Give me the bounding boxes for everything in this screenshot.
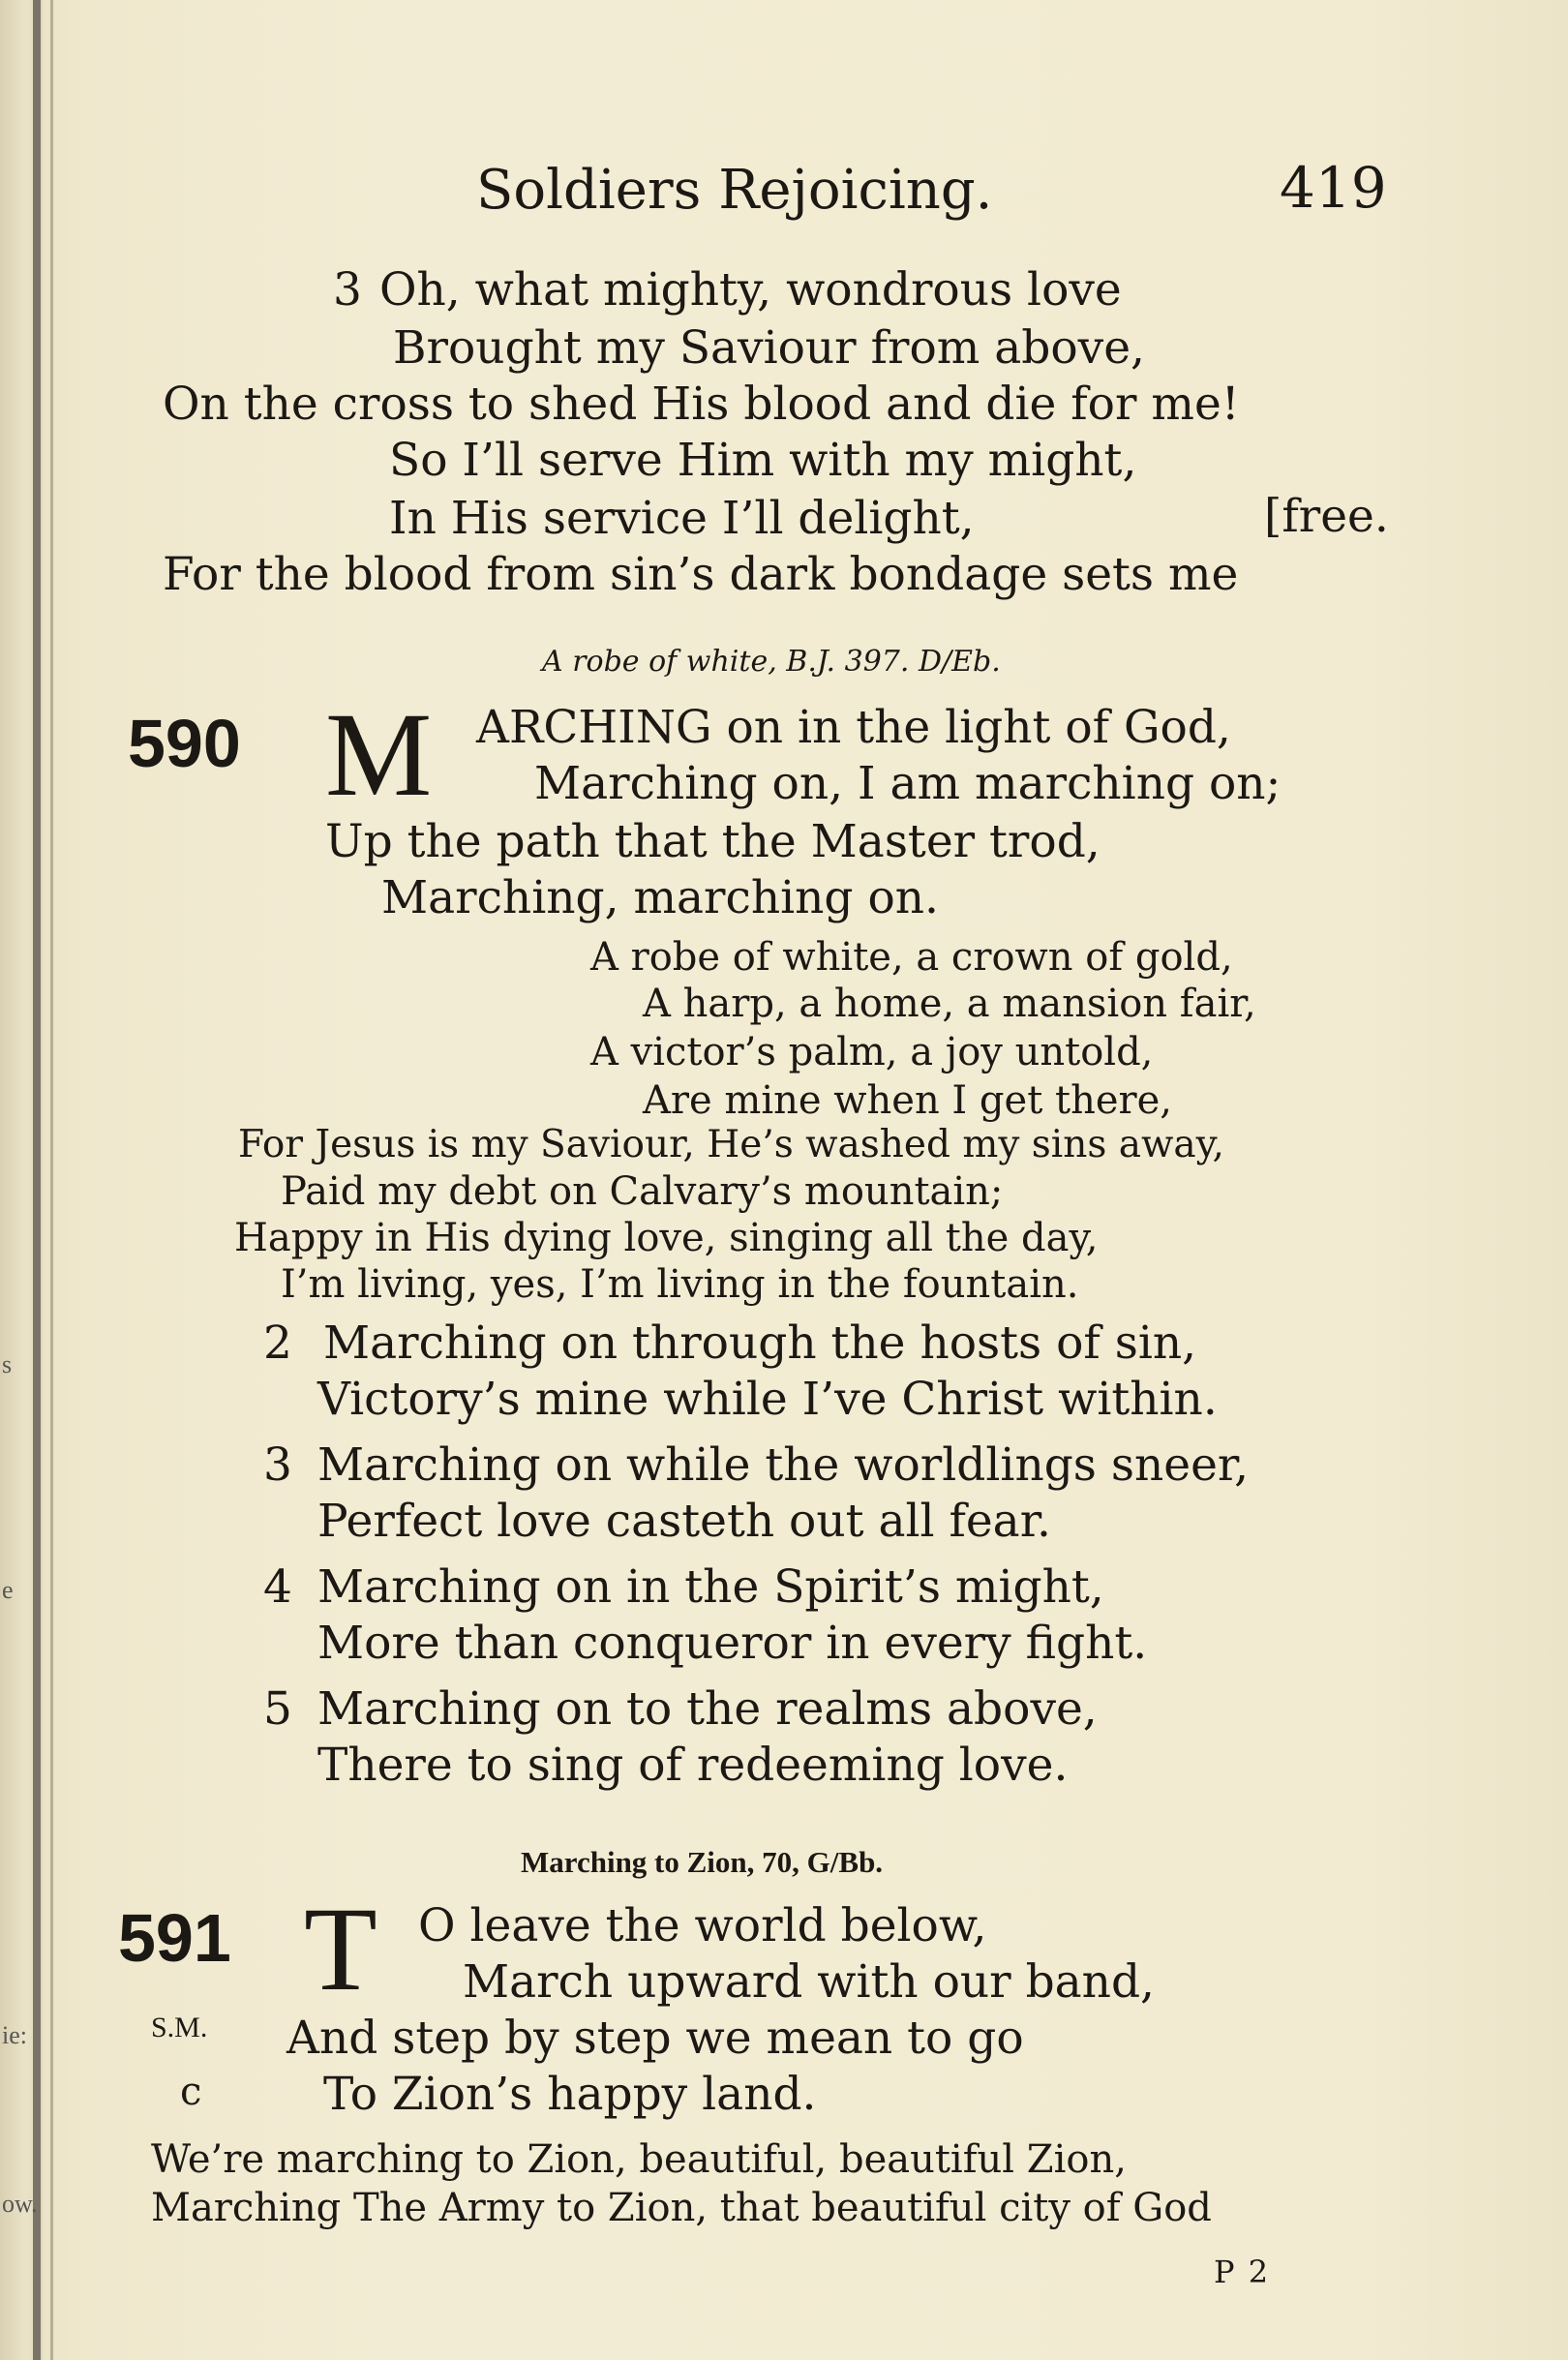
meter-label: S.M. <box>151 2012 208 2043</box>
verse-line: There to sing of redeeming love. <box>317 1739 1069 1792</box>
verse-line: Brought my Saviour from above, <box>393 321 1145 375</box>
verse-line: More than conqueror in every fight. <box>317 1617 1148 1670</box>
refrain-line: A victor’s palm, a joy untold, <box>590 1030 1154 1074</box>
refrain-line: A robe of white, a crown of gold, <box>590 935 1233 980</box>
page-number: 419 <box>1280 155 1387 221</box>
verse-number: 3 <box>333 263 362 317</box>
verse-line: Perfect love casteth out all fear. <box>317 1495 1051 1548</box>
printer-signature: P 2 <box>1214 2254 1271 2290</box>
verse-number: 3 <box>263 1438 292 1492</box>
verse-number: 5 <box>263 1682 292 1736</box>
hymn-line: And step by step we mean to go <box>286 2012 1024 2065</box>
verse-line: Marching on through the hosts of sin, <box>323 1316 1197 1370</box>
refrain-line: Happy in His dying love, singing all the day, <box>234 1216 1099 1260</box>
margin-fragment: ow. <box>2 2190 38 2218</box>
hymn-line: Marching on, I am marching on; <box>534 757 1282 810</box>
verse-line-turnover: [free. <box>1264 490 1389 543</box>
key-label: c <box>180 2070 202 2114</box>
hymn-line: Up the path that the Master trod, <box>325 815 1101 868</box>
verse-line: Marching on to the realms above, <box>317 1682 1098 1736</box>
refrain-line: For Jesus is my Saviour, He’s washed my sins away, <box>238 1123 1224 1166</box>
binding-edge <box>50 0 53 2360</box>
hymn-line: Marching, marching on. <box>381 871 939 924</box>
verse-line: Victory’s mine while I’ve Christ within. <box>317 1373 1218 1426</box>
verse-number: 4 <box>263 1560 292 1614</box>
hymn-line: ARCHING on in the light of God, <box>476 701 1231 754</box>
verse-line: On the cross to shed His blood and die for me! <box>163 378 1240 431</box>
drop-cap: T <box>304 1883 377 2015</box>
chorus-line: We’re marching to Zion, beautiful, beautiful Zion, <box>151 2137 1127 2182</box>
margin-fragment: s <box>2 1350 13 1378</box>
refrain-line: Paid my debt on Calvary’s mountain; <box>281 1169 1004 1214</box>
tune-info: Marching to Zion, 70, G/Bb. <box>521 1845 884 1879</box>
hymn-line: To Zion’s happy land. <box>323 2068 817 2121</box>
hymn-number: 590 <box>128 706 241 781</box>
refrain-line: I’m living, yes, I’m living in the fountain. <box>281 1262 1079 1307</box>
verse-line: In His service I’ll delight, <box>389 492 975 545</box>
verse-line: Marching on while the worldlings sneer, <box>317 1438 1250 1492</box>
hymn-line: March upward with our band, <box>463 1955 1155 2009</box>
verse-number: 2 <box>263 1316 292 1370</box>
margin-fragment: ie: <box>2 2021 27 2049</box>
verse-line: So I’ll serve Him with my might, <box>389 434 1137 487</box>
refrain-line: Are mine when I get there, <box>643 1078 1173 1123</box>
hymn-line: O leave the world below, <box>418 1899 987 1952</box>
drop-cap: M <box>325 688 433 821</box>
margin-fragment: e <box>2 1576 14 1604</box>
verse-line: Oh, what mighty, wondrous love <box>379 263 1122 317</box>
verse-line: For the blood from sin’s dark bondage sets me <box>163 548 1239 601</box>
running-title: Soldiers Rejoicing. <box>476 159 993 222</box>
binding-spine <box>33 0 41 2360</box>
refrain-line: A harp, a home, a mansion fair, <box>643 982 1256 1026</box>
hymn-number: 591 <box>118 1900 231 1976</box>
verse-line: Marching on in the Spirit’s might, <box>317 1560 1104 1614</box>
tune-info: A robe of white, B.J. 397. D/Eb. <box>542 645 1001 679</box>
chorus-line: Marching The Army to Zion, that beautiful city of God <box>151 2186 1212 2230</box>
